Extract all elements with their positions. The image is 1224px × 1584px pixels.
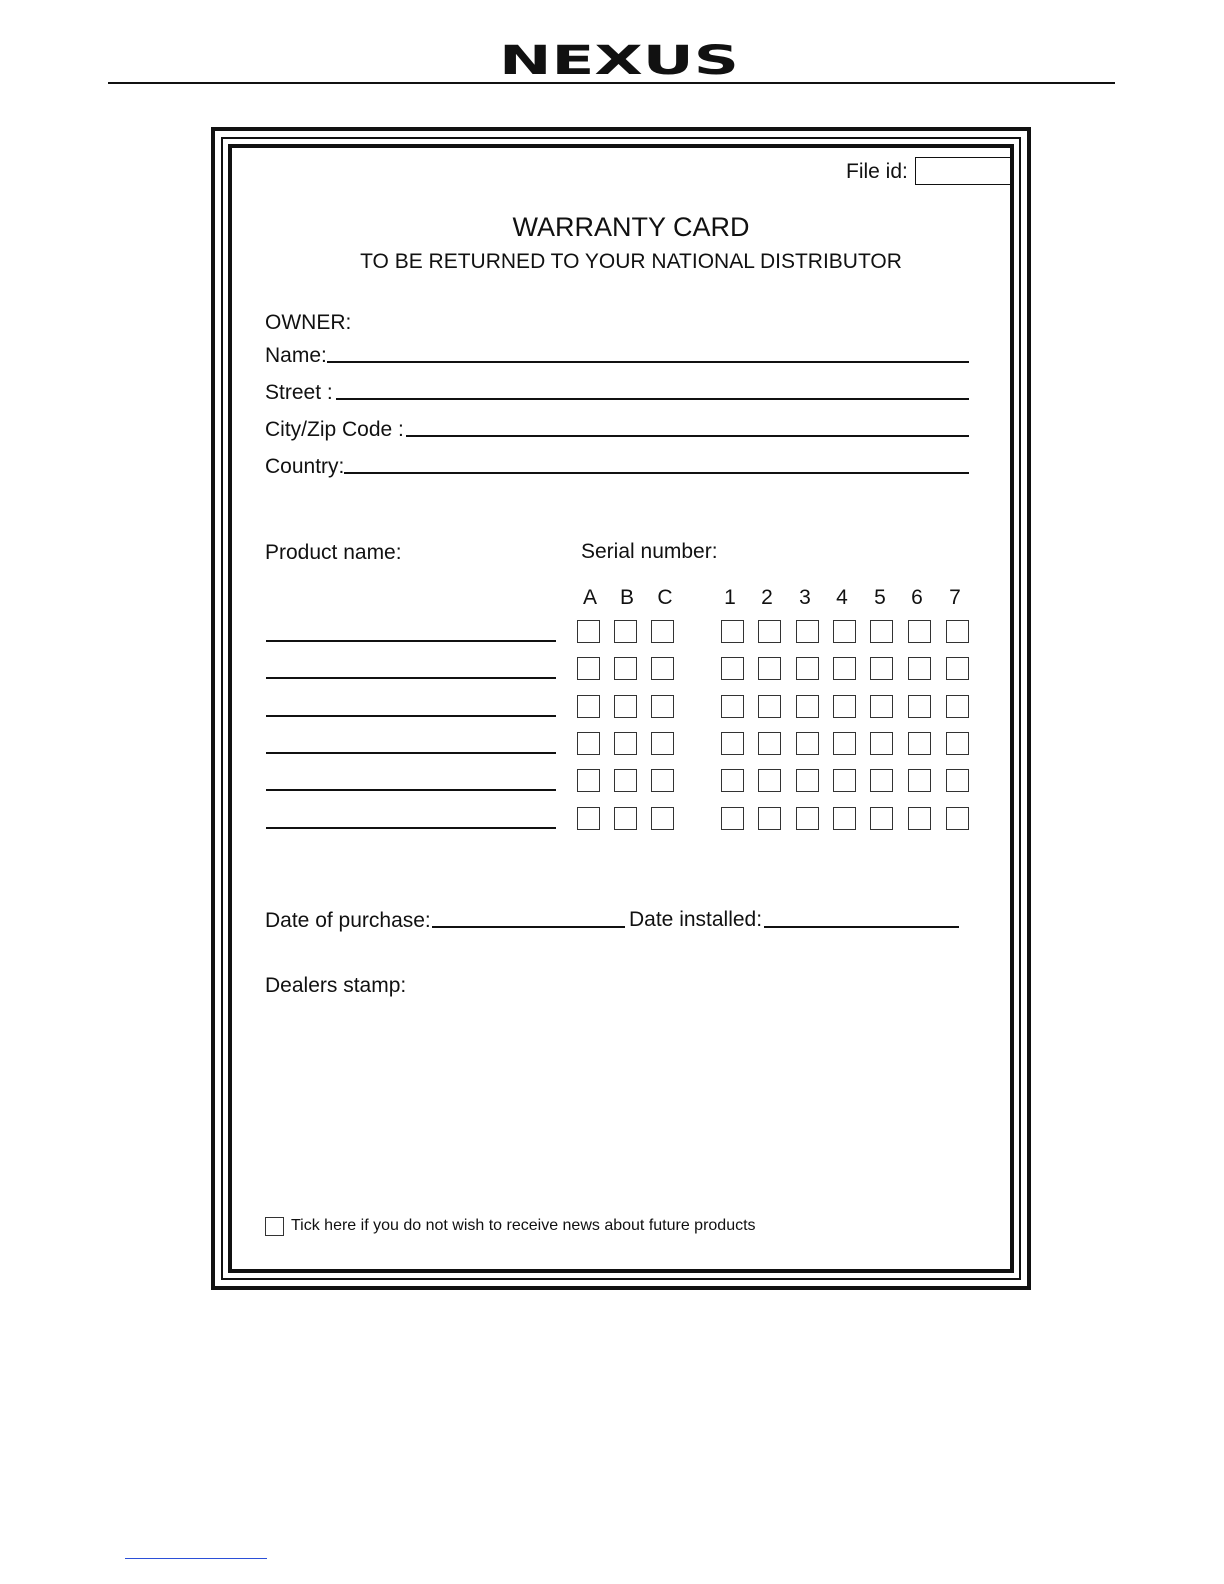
serial-col-1: 1: [724, 586, 736, 609]
serial-digit-box[interactable]: [796, 769, 819, 792]
serial-digit-box[interactable]: [870, 620, 893, 643]
serial-digit-box[interactable]: [870, 769, 893, 792]
opt-out-label: Tick here if you do not wish to receive news about future products: [291, 1217, 756, 1234]
serial-digit-box[interactable]: [721, 657, 744, 680]
product-name-label: Product name:: [265, 541, 402, 564]
date-installed-label: Date installed:: [629, 908, 763, 931]
serial-digit-box[interactable]: [721, 807, 744, 830]
serial-letter-box[interactable]: [614, 769, 637, 792]
serial-digit-box[interactable]: [721, 769, 744, 792]
serial-letter-box[interactable]: [614, 732, 637, 755]
date-installed-field[interactable]: [764, 926, 959, 928]
serial-digit-box[interactable]: [833, 657, 856, 680]
serial-col-4: 4: [836, 586, 848, 609]
serial-letter-box[interactable]: [651, 657, 674, 680]
serial-col-2: 2: [761, 586, 773, 609]
serial-digit-box[interactable]: [758, 620, 781, 643]
name-label: Name:: [265, 344, 327, 367]
serial-digit-box[interactable]: [946, 769, 969, 792]
serial-col-6: 6: [911, 586, 923, 609]
file-id-input[interactable]: [915, 157, 1011, 185]
serial-letter-box[interactable]: [577, 769, 600, 792]
serial-letter-box[interactable]: [651, 695, 674, 718]
serial-digit-box[interactable]: [946, 657, 969, 680]
dealers-stamp-label: Dealers stamp:: [265, 974, 407, 997]
serial-digit-box[interactable]: [908, 695, 931, 718]
country-field[interactable]: [344, 472, 969, 474]
serial-letter-box[interactable]: [577, 657, 600, 680]
opt-out-checkbox[interactable]: [265, 1217, 284, 1236]
product-name-field[interactable]: [266, 677, 556, 679]
serial-letter-box[interactable]: [614, 620, 637, 643]
serial-letter-box[interactable]: [651, 620, 674, 643]
serial-digit-box[interactable]: [908, 807, 931, 830]
footer-link-underline: [125, 1558, 267, 1559]
nexus-logo-text: NEXUS: [499, 40, 739, 80]
serial-digit-box[interactable]: [721, 732, 744, 755]
card-subtitle: TO BE RETURNED TO YOUR NATIONAL DISTRIBUTOR: [360, 250, 902, 273]
serial-letter-box[interactable]: [577, 695, 600, 718]
serial-digit-box[interactable]: [908, 620, 931, 643]
serial-letter-box[interactable]: [577, 732, 600, 755]
product-name-field[interactable]: [266, 640, 556, 642]
serial-letter-box[interactable]: [614, 657, 637, 680]
serial-col-7: 7: [949, 586, 961, 609]
serial-digit-box[interactable]: [908, 769, 931, 792]
product-name-field[interactable]: [266, 715, 556, 717]
serial-digit-box[interactable]: [946, 732, 969, 755]
date-of-purchase-label: Date of purchase:: [265, 909, 431, 932]
serial-col-c: C: [657, 586, 673, 609]
serial-col-a: A: [582, 586, 597, 609]
serial-letter-box[interactable]: [651, 769, 674, 792]
serial-digit-box[interactable]: [870, 695, 893, 718]
serial-digit-box[interactable]: [946, 695, 969, 718]
name-field[interactable]: [327, 361, 969, 363]
serial-digit-box[interactable]: [796, 732, 819, 755]
serial-digit-box[interactable]: [721, 620, 744, 643]
city-zip-field[interactable]: [406, 435, 969, 437]
serial-digit-box[interactable]: [796, 657, 819, 680]
serial-col-3: 3: [799, 586, 811, 609]
date-of-purchase-field[interactable]: [432, 926, 625, 928]
serial-digit-box[interactable]: [946, 620, 969, 643]
nexus-logo-graphic: [497, 40, 741, 80]
serial-digit-box[interactable]: [833, 732, 856, 755]
serial-digit-box[interactable]: [833, 807, 856, 830]
city-zip-label: City/Zip Code :: [265, 418, 404, 441]
serial-digit-box[interactable]: [758, 657, 781, 680]
product-name-field[interactable]: [266, 789, 556, 791]
serial-letter-box[interactable]: [577, 620, 600, 643]
serial-digit-box[interactable]: [721, 695, 744, 718]
serial-letter-box[interactable]: [614, 695, 637, 718]
serial-number-label: Serial number:: [581, 540, 718, 563]
serial-letter-box[interactable]: [651, 732, 674, 755]
serial-digit-box[interactable]: [758, 769, 781, 792]
serial-digit-box[interactable]: [870, 657, 893, 680]
serial-letter-box[interactable]: [614, 807, 637, 830]
serial-letter-box[interactable]: [651, 807, 674, 830]
serial-digit-box[interactable]: [833, 695, 856, 718]
nexus-logo: [497, 40, 741, 80]
country-label: Country:: [265, 455, 345, 478]
serial-digit-box[interactable]: [796, 695, 819, 718]
serial-digit-box[interactable]: [796, 620, 819, 643]
serial-digit-box[interactable]: [833, 620, 856, 643]
serial-digit-box[interactable]: [758, 807, 781, 830]
serial-digit-box[interactable]: [870, 807, 893, 830]
product-name-field[interactable]: [266, 827, 556, 829]
serial-col-5: 5: [874, 586, 886, 609]
serial-digit-box[interactable]: [833, 769, 856, 792]
dealers-stamp-area[interactable]: [265, 1005, 965, 1195]
file-id-label: File id:: [846, 160, 908, 183]
card-title: WARRANTY CARD: [512, 212, 750, 242]
serial-digit-box[interactable]: [758, 732, 781, 755]
serial-letter-box[interactable]: [577, 807, 600, 830]
street-label: Street :: [265, 381, 333, 404]
product-name-field[interactable]: [266, 752, 556, 754]
serial-digit-box[interactable]: [796, 807, 819, 830]
serial-digit-box[interactable]: [908, 732, 931, 755]
serial-digit-box[interactable]: [758, 695, 781, 718]
serial-col-b: B: [619, 586, 634, 609]
street-field[interactable]: [336, 398, 969, 400]
owner-heading: OWNER:: [265, 311, 352, 334]
serial-digit-box[interactable]: [870, 732, 893, 755]
serial-digit-box[interactable]: [908, 657, 931, 680]
serial-digit-box[interactable]: [946, 807, 969, 830]
header-divider: [108, 82, 1115, 84]
